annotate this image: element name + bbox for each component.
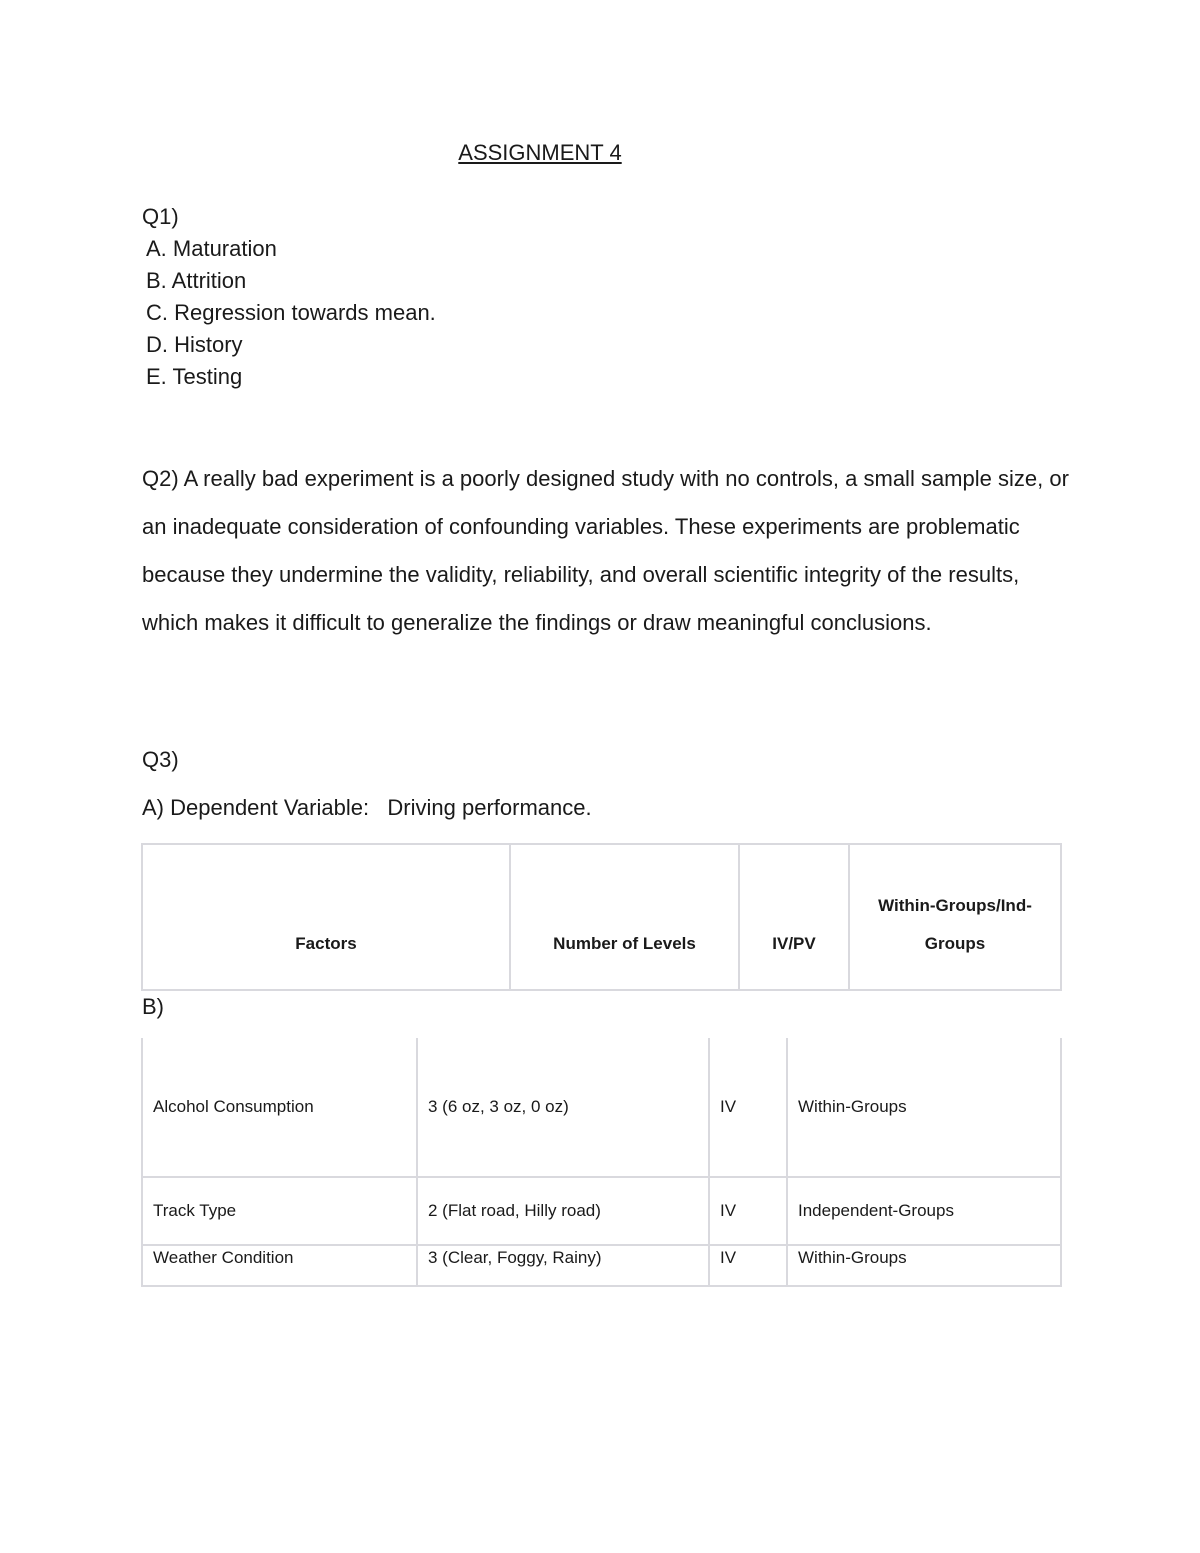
q1-option-e: E. Testing [146,364,243,389]
q1-label: Q1) [142,204,179,229]
cell-levels: 3 (6 oz, 3 oz, 0 oz) [417,1038,709,1177]
factors-table-header [141,843,1062,991]
factors-table-body [141,1038,1062,1287]
header-number-of-levels: Number of Levels [510,844,739,990]
q1-option-a: A. Maturation [146,236,277,261]
q3-part-b: B) [142,994,164,1019]
q3-label: Q3) [142,747,179,772]
cell-levels: 3 (Clear, Foggy, Rainy) [417,1245,709,1286]
header-factors: Factors [142,844,510,990]
cell-groups: Within-Groups [787,1038,1061,1177]
cell-iv-pv: IV [709,1245,787,1286]
table-row [142,1177,1061,1245]
cell-groups: Within-Groups [787,1245,1061,1286]
q3-part-a: A) Dependent Variable: Driving performance. [142,795,592,820]
assignment-title: ASSIGNMENT 4 [458,140,622,165]
table-row [142,1245,1061,1286]
q1-option-c: C. Regression towards mean. [146,300,436,325]
q2-answer: Q2) A really bad experiment is a poorly designed study with no controls, a small sample size, or an inadequate consideration of confounding variables. These experiments are problematic because they undermine the validity, reliability, and overall scientific integrity of the results, which makes it difficult to generalize the findings or draw meaningful conclusions. [142,466,1069,635]
table-row [142,1038,1061,1177]
cell-factor: Alcohol Consumption [142,1038,417,1177]
cell-factor: Track Type [142,1177,417,1245]
header-iv-pv: IV/PV [739,844,849,990]
cell-groups: Independent-Groups [787,1177,1061,1245]
cell-factor: Weather Condition [142,1245,417,1286]
table-header-row [142,844,1061,990]
header-groups: Within-Groups/Ind-Groups [849,844,1061,990]
cell-iv-pv: IV [709,1177,787,1245]
q1-option-b: B. Attrition [146,268,247,293]
cell-levels: 2 (Flat road, Hilly road) [417,1177,709,1245]
cell-iv-pv: IV [709,1038,787,1177]
q1-option-d: D. History [146,332,243,357]
